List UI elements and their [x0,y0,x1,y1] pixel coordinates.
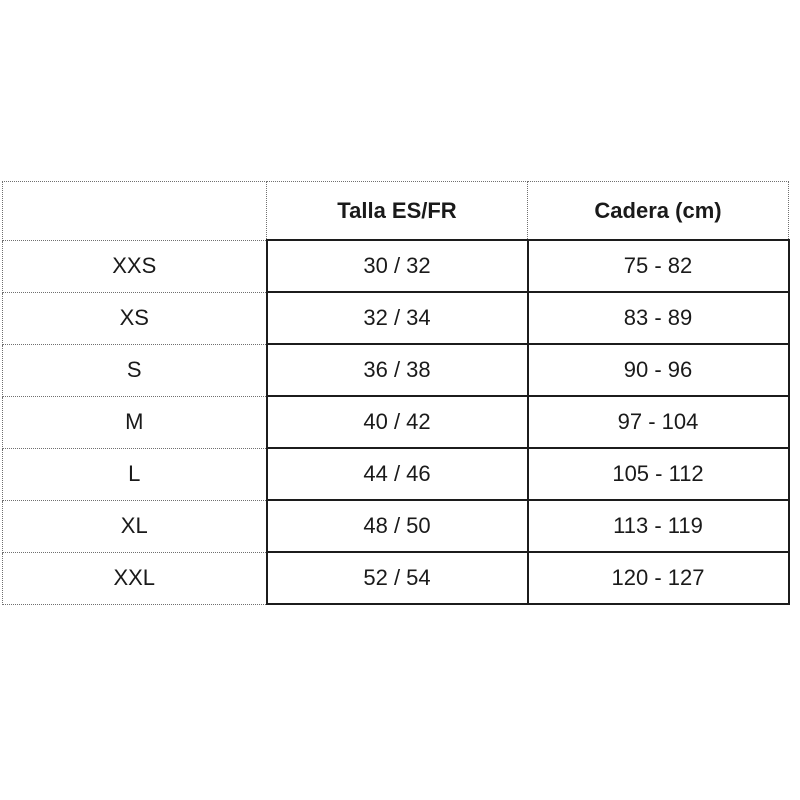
size-label: XXS [3,240,267,292]
column-header-cadera: Cadera (cm) [528,182,789,241]
table-row [3,448,789,500]
table-header [3,182,789,241]
talla-value: 52 / 54 [267,552,528,604]
cadera-value: 113 - 119 [528,500,789,552]
talla-value: 44 / 46 [267,448,528,500]
cadera-value: 90 - 96 [528,344,789,396]
cadera-value: 97 - 104 [528,396,789,448]
talla-value: 40 / 42 [267,396,528,448]
table-body [3,240,789,604]
size-chart-table [2,181,790,605]
column-header-empty [3,182,267,241]
size-label: M [3,396,267,448]
size-label: XS [3,292,267,344]
table-row [3,344,789,396]
table-row [3,396,789,448]
talla-value: 32 / 34 [267,292,528,344]
table-row [3,292,789,344]
size-label: S [3,344,267,396]
size-label: XL [3,500,267,552]
size-label: XXL [3,552,267,604]
cadera-value: 83 - 89 [528,292,789,344]
table-row [3,500,789,552]
talla-value: 30 / 32 [267,240,528,292]
cadera-value: 120 - 127 [528,552,789,604]
table-row [3,552,789,604]
column-header-talla: Talla ES/FR [267,182,528,241]
cadera-value: 75 - 82 [528,240,789,292]
talla-value: 48 / 50 [267,500,528,552]
talla-value: 36 / 38 [267,344,528,396]
size-label: L [3,448,267,500]
table-row [3,240,789,292]
header-row [3,182,789,241]
cadera-value: 105 - 112 [528,448,789,500]
